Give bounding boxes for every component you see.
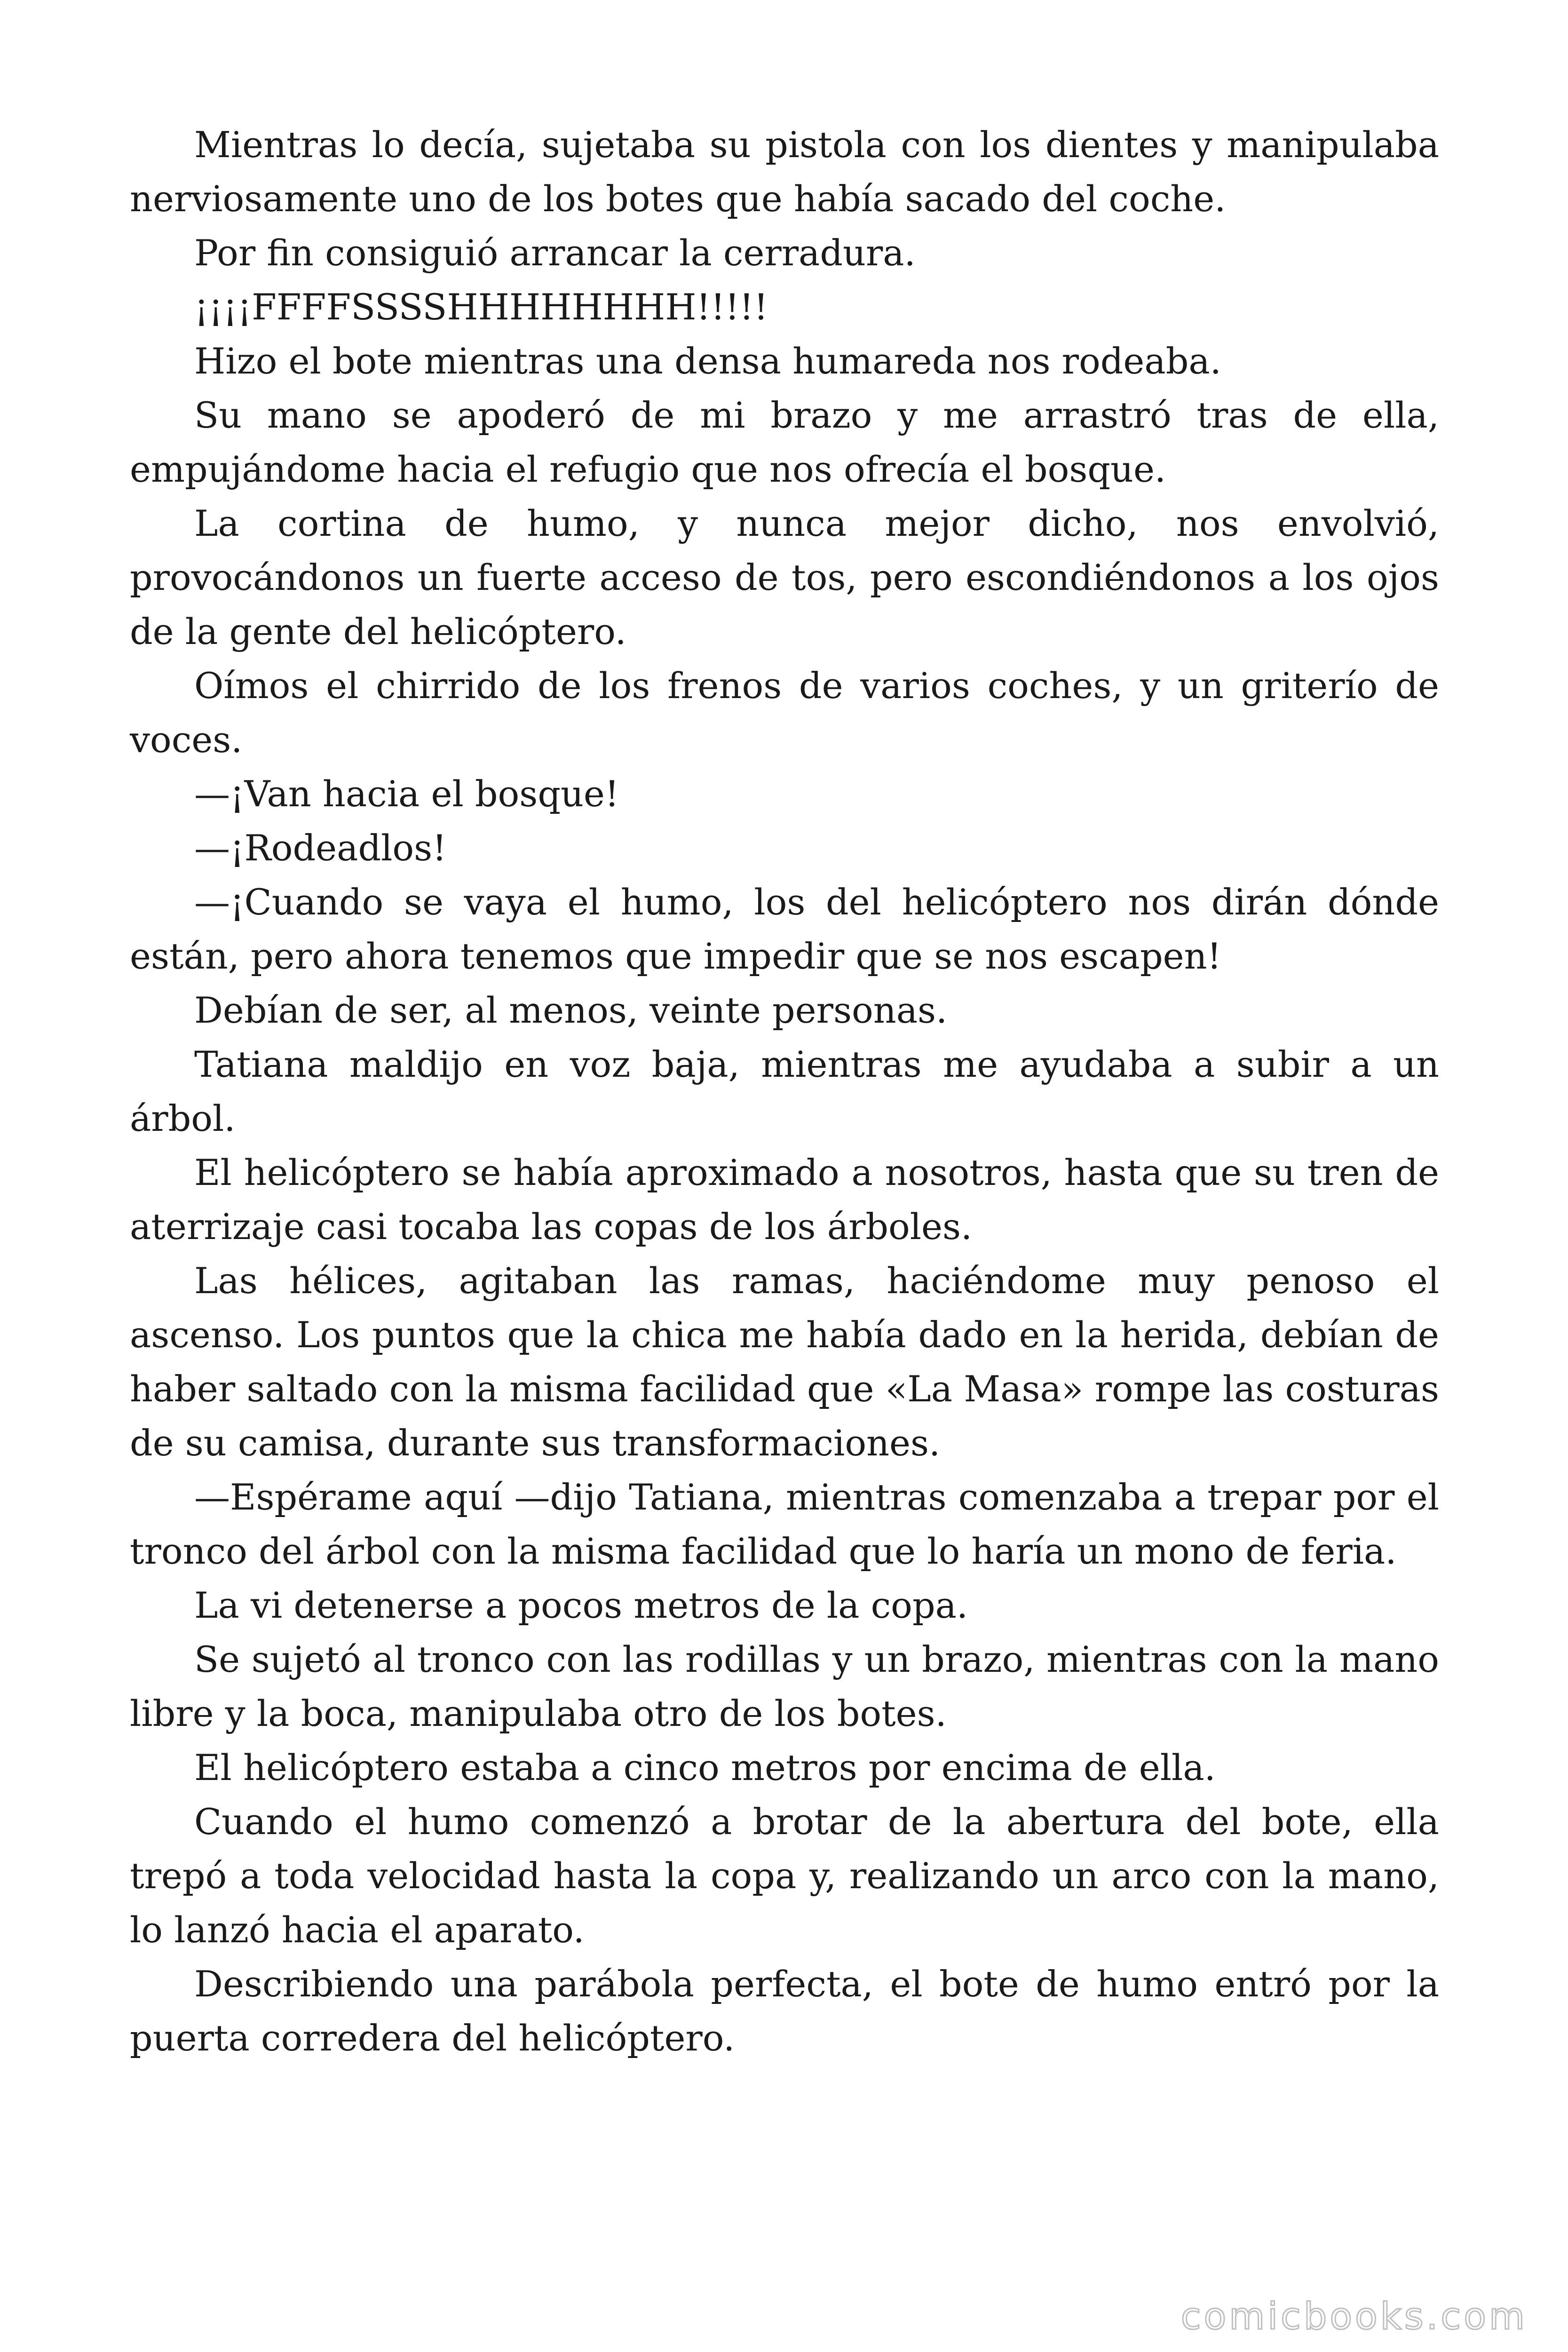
paragraph: —Espérame aquí —dijo Tatiana, mientras comenzaba a trepar por el tronco del árbol con la misma facilidad que lo haría un mono de feria. bbox=[130, 1476, 1439, 1572]
paragraph: —¡Rodeadlos! bbox=[194, 827, 447, 869]
paragraph: La cortina de humo, y nunca mejor dicho, nos envolvió, provocándonos un fuerte acceso de tos, pero escondiéndonos a los ojos de la gente del helicóptero. bbox=[130, 502, 1439, 652]
paragraph: Hizo el bote mientras una densa humareda nos rodeaba. bbox=[194, 340, 1221, 382]
paragraph: El helicóptero se había aproximado a nosotros, hasta que su tren de aterrizaje casi tocaba las copas de los árboles. bbox=[130, 1152, 1439, 1248]
paragraph: Su mano se apoderó de mi brazo y me arrastró tras de ella, empujándome hacia el refugio que nos ofrecía el bosque. bbox=[130, 394, 1439, 490]
paragraph: ¡¡¡¡FFFFSSSSHHHHHHHH!!!!! bbox=[194, 286, 768, 328]
paragraph: La vi detenerse a pocos metros de la copa. bbox=[194, 1584, 968, 1626]
page-body bbox=[130, 118, 1439, 2065]
paragraph: El helicóptero estaba a cinco metros por encima de ella. bbox=[194, 1747, 1216, 1788]
watermark: comicbooks.com bbox=[1180, 2296, 1528, 2338]
paragraph: Oímos el chirrido de los frenos de varios coches, y un griterío de voces. bbox=[130, 665, 1439, 761]
paragraph: Se sujetó al tronco con las rodillas y un brazo, mientras con la mano libre y la boca, manipulaba otro de los botes. bbox=[130, 1638, 1439, 1734]
paragraph: Las hélices, agitaban las ramas, haciéndome muy penoso el ascenso. Los puntos que la chica me había dado en la herida, debían de haber saltado con la misma facilidad que «La Masa» rompe las costuras de su camisa, durante sus transformaciones. bbox=[130, 1260, 1439, 1464]
paragraph: Debían de ser, al menos, veinte personas. bbox=[194, 989, 948, 1031]
paragraph: Describiendo una parábola perfecta, el bote de humo entró por la puerta corredera del helicóptero. bbox=[130, 1963, 1439, 2059]
paragraph: Por fin consiguió arrancar la cerradura. bbox=[194, 232, 916, 274]
paragraph: —¡Cuando se vaya el humo, los del helicóptero nos dirán dónde están, pero ahora tenemos que impedir que se nos escapen! bbox=[130, 881, 1439, 977]
paragraph: Tatiana maldijo en voz baja, mientras me ayudaba a subir a un árbol. bbox=[130, 1043, 1439, 1139]
paragraph: Mientras lo decía, sujetaba su pistola con los dientes y manipulaba nerviosamente uno de los botes que había sacado del coche. bbox=[130, 124, 1439, 220]
paragraph: Cuando el humo comenzó a brotar de la abertura del bote, ella trepó a toda velocidad hasta la copa y, realizando un arco con la mano, lo lanzó hacia el aparato. bbox=[130, 1801, 1439, 1951]
paragraph: —¡Van hacia el bosque! bbox=[194, 773, 619, 815]
